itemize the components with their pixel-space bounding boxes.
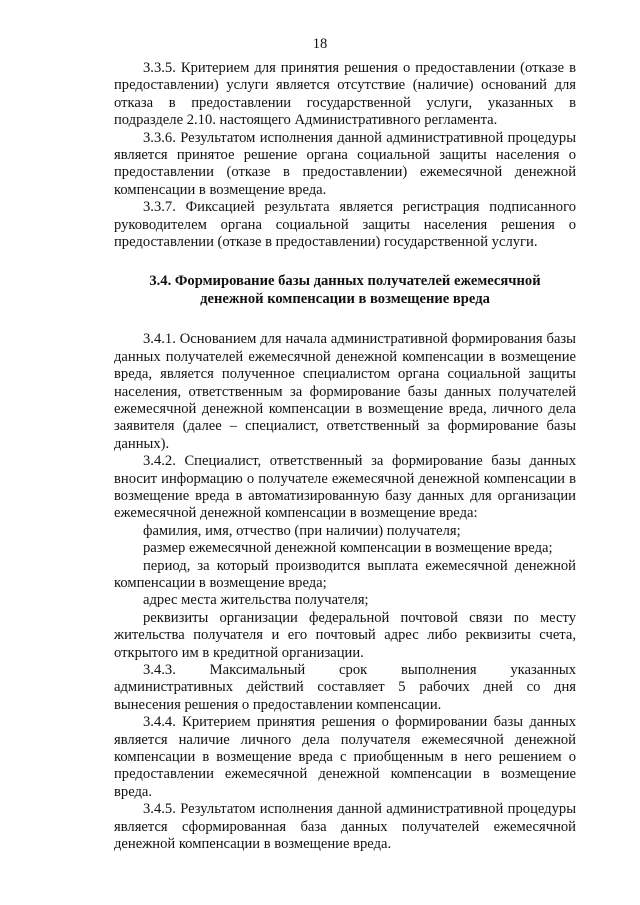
list-item-address: адрес места жительства получателя; [143, 592, 369, 609]
list-item-period: период, за который производится выплата ежемесячной денежной компенсации в возмещение вреда; [114, 557, 576, 591]
page-number: 18 [312, 36, 328, 52]
list-item-bank-details: реквизиты организации федеральной почтовой связи по месту жительства получателя и его почтовый адрес либо реквизиты счета, открытого им в кредитной организации. [114, 609, 576, 661]
paragraph-3-4-4: 3.4.4. Критерием принятия решения о формировании базы данных является наличие личного дела получателя ежемесячной денежной компенсации в возмещение вреда с приобщенным в него решением о предоставлении ежемесячной денежной компенсации в возмещение вреда. [114, 714, 576, 800]
paragraph-3-4-5: 3.4.5. Результатом исполнения данной административной процедуры является сформированная база данных получателей ежемесячной денежной компенсации в возмещение вреда. [114, 801, 576, 853]
paragraph-3-3-5: 3.3.5. Критерием для принятия решения о предоставлении (отказе в предоставлении) услуги является отсутствие (наличие) оснований для отказа в предоставлении государственной услуги, указанных в подразделе 2.10. настоящего Административного регламента. [114, 60, 576, 129]
paragraph-3-4-2: 3.4.2. Специалист, ответственный за формирование базы данных вносит информацию о получателе ежемесячной денежной компенсации в возмещение вреда в автоматизированную базу данных для организации ежемесячной денежной компенсации в возмещение вреда: [114, 453, 576, 522]
document-body [114, 60, 576, 853]
list-item-full-name: фамилия, имя, отчество (при наличии) получателя; [143, 522, 461, 539]
paragraph-3-4-3: 3.4.3. Максимальный срок выполнения указанных административных действий составляет 5 рабочих дней со дня вынесения решения о предоставлении компенсации. [114, 662, 576, 713]
paragraph-3-3-6: 3.3.6. Результатом исполнения данной административной процедуры является принятое решение органа социальной защиты населения о предоставлении (отказе в предоставлении) ежемесячной денежной компенсации в возмещение вреда. [114, 129, 576, 198]
list-item-amount: размер ежемесячной денежной компенсации в возмещение вреда; [143, 540, 553, 557]
paragraph-3-3-7: 3.3.7. Фиксацией результата является регистрация подписанного руководителем органа социальной защиты населения решения о предоставлении (отказе в предоставлении) государственной услуги. [114, 199, 576, 251]
section-heading-3-4: 3.4. Формирование базы данных получателей ежемесячной денежной компенсации в возмещение вреда [149, 273, 541, 307]
paragraph-3-4-1: 3.4.1. Основанием для начала административной формирования базы данных получателей ежемесячной денежной компенсации в возмещение вреда, является полученное специалистом органа социальной защиты населения, ответственным за формирование базы данных получателей ежемесячной денежной компенсации в возмещение вреда, личного дела заявителя (далее – специалист, ответственный за формирование базы данных). [114, 331, 576, 452]
